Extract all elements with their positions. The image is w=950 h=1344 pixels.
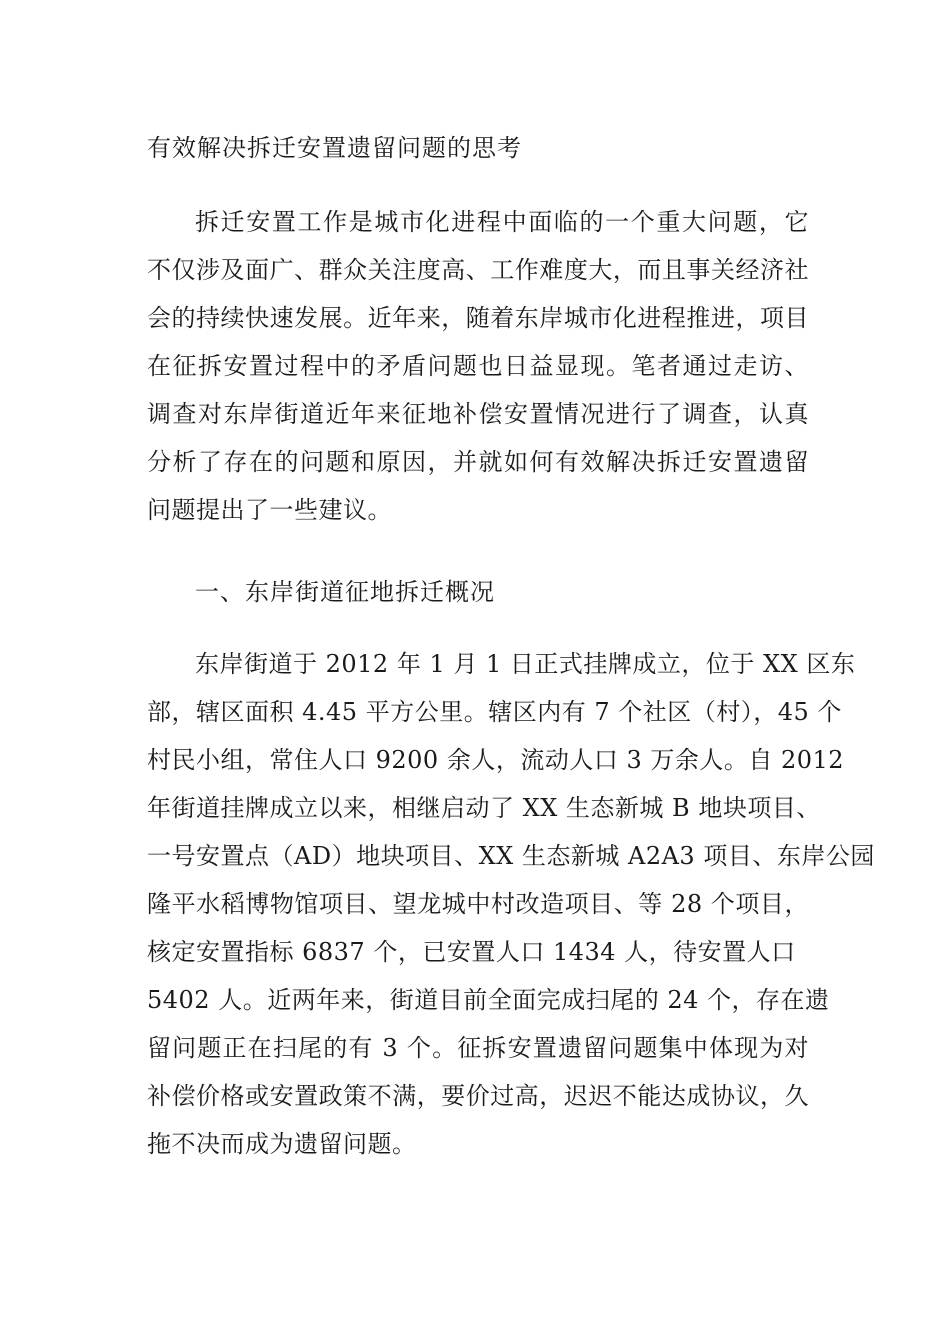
section1-paragraph [147,640,875,1168]
intro-line: 会的持续快速发展。近年来，随着东岸城市化进程推进，项目 [147,304,809,332]
section1-line: 拖不决而成为遗留问题。 [147,1130,417,1158]
section-heading: 一、东岸街道征地拆迁概况 [195,578,495,606]
intro-line: 拆迁安置工作是城市化进程中面临的一个重大问题，它 [195,208,809,236]
section1-line: 补偿价格或安置政策不满，要价过高，迟迟不能达成协议，久 [147,1082,809,1110]
intro-line: 调查对东岸街道近年来征地补偿安置情况进行了调查，认真 [147,400,809,428]
document-title: 有效解决拆迁安置遗留问题的思考 [147,134,522,162]
intro-line: 不仅涉及面广、群众关注度高、工作难度大，而且事关经济社 [147,256,809,284]
section1-line: 一号安置点（AD）地块项目、XX 生态新城 A2A3 项目、东岸公园 [147,842,875,870]
intro-line: 分析了存在的问题和原因，并就如何有效解决拆迁安置遗留 [147,448,809,476]
section1-line: 东岸街道于 2012 年 1 月 1 日正式挂牌成立，位于 XX 区东 [195,650,856,678]
intro-paragraph [147,198,809,534]
section1-line: 村民小组，常住人口 9200 余人，流动人口 3 万余人。自 2012 [147,746,845,774]
section1-line: 年街道挂牌成立以来，相继启动了 XX 生态新城 B 地块项目、 [147,794,821,822]
intro-line: 问题提出了一些建议。 [147,496,392,524]
section1-line: 核定安置指标 6837 个，已安置人口 1434 人，待安置人口 [147,938,796,966]
section1-line: 留问题正在扫尾的有 3 个。征拆安置遗留问题集中体现为对 [147,1034,809,1062]
intro-line: 在征拆安置过程中的矛盾问题也日益显现。笔者通过走访、 [147,352,809,380]
section1-line: 部，辖区面积 4.45 平方公里。辖区内有 7 个社区（村），45 个 [147,698,842,726]
section1-line: 隆平水稻博物馆项目、望龙城中村改造项目、等 28 个项目， [147,890,809,918]
section1-line: 5402 人。近两年来，街道目前全面完成扫尾的 24 个，存在遗 [147,986,830,1014]
